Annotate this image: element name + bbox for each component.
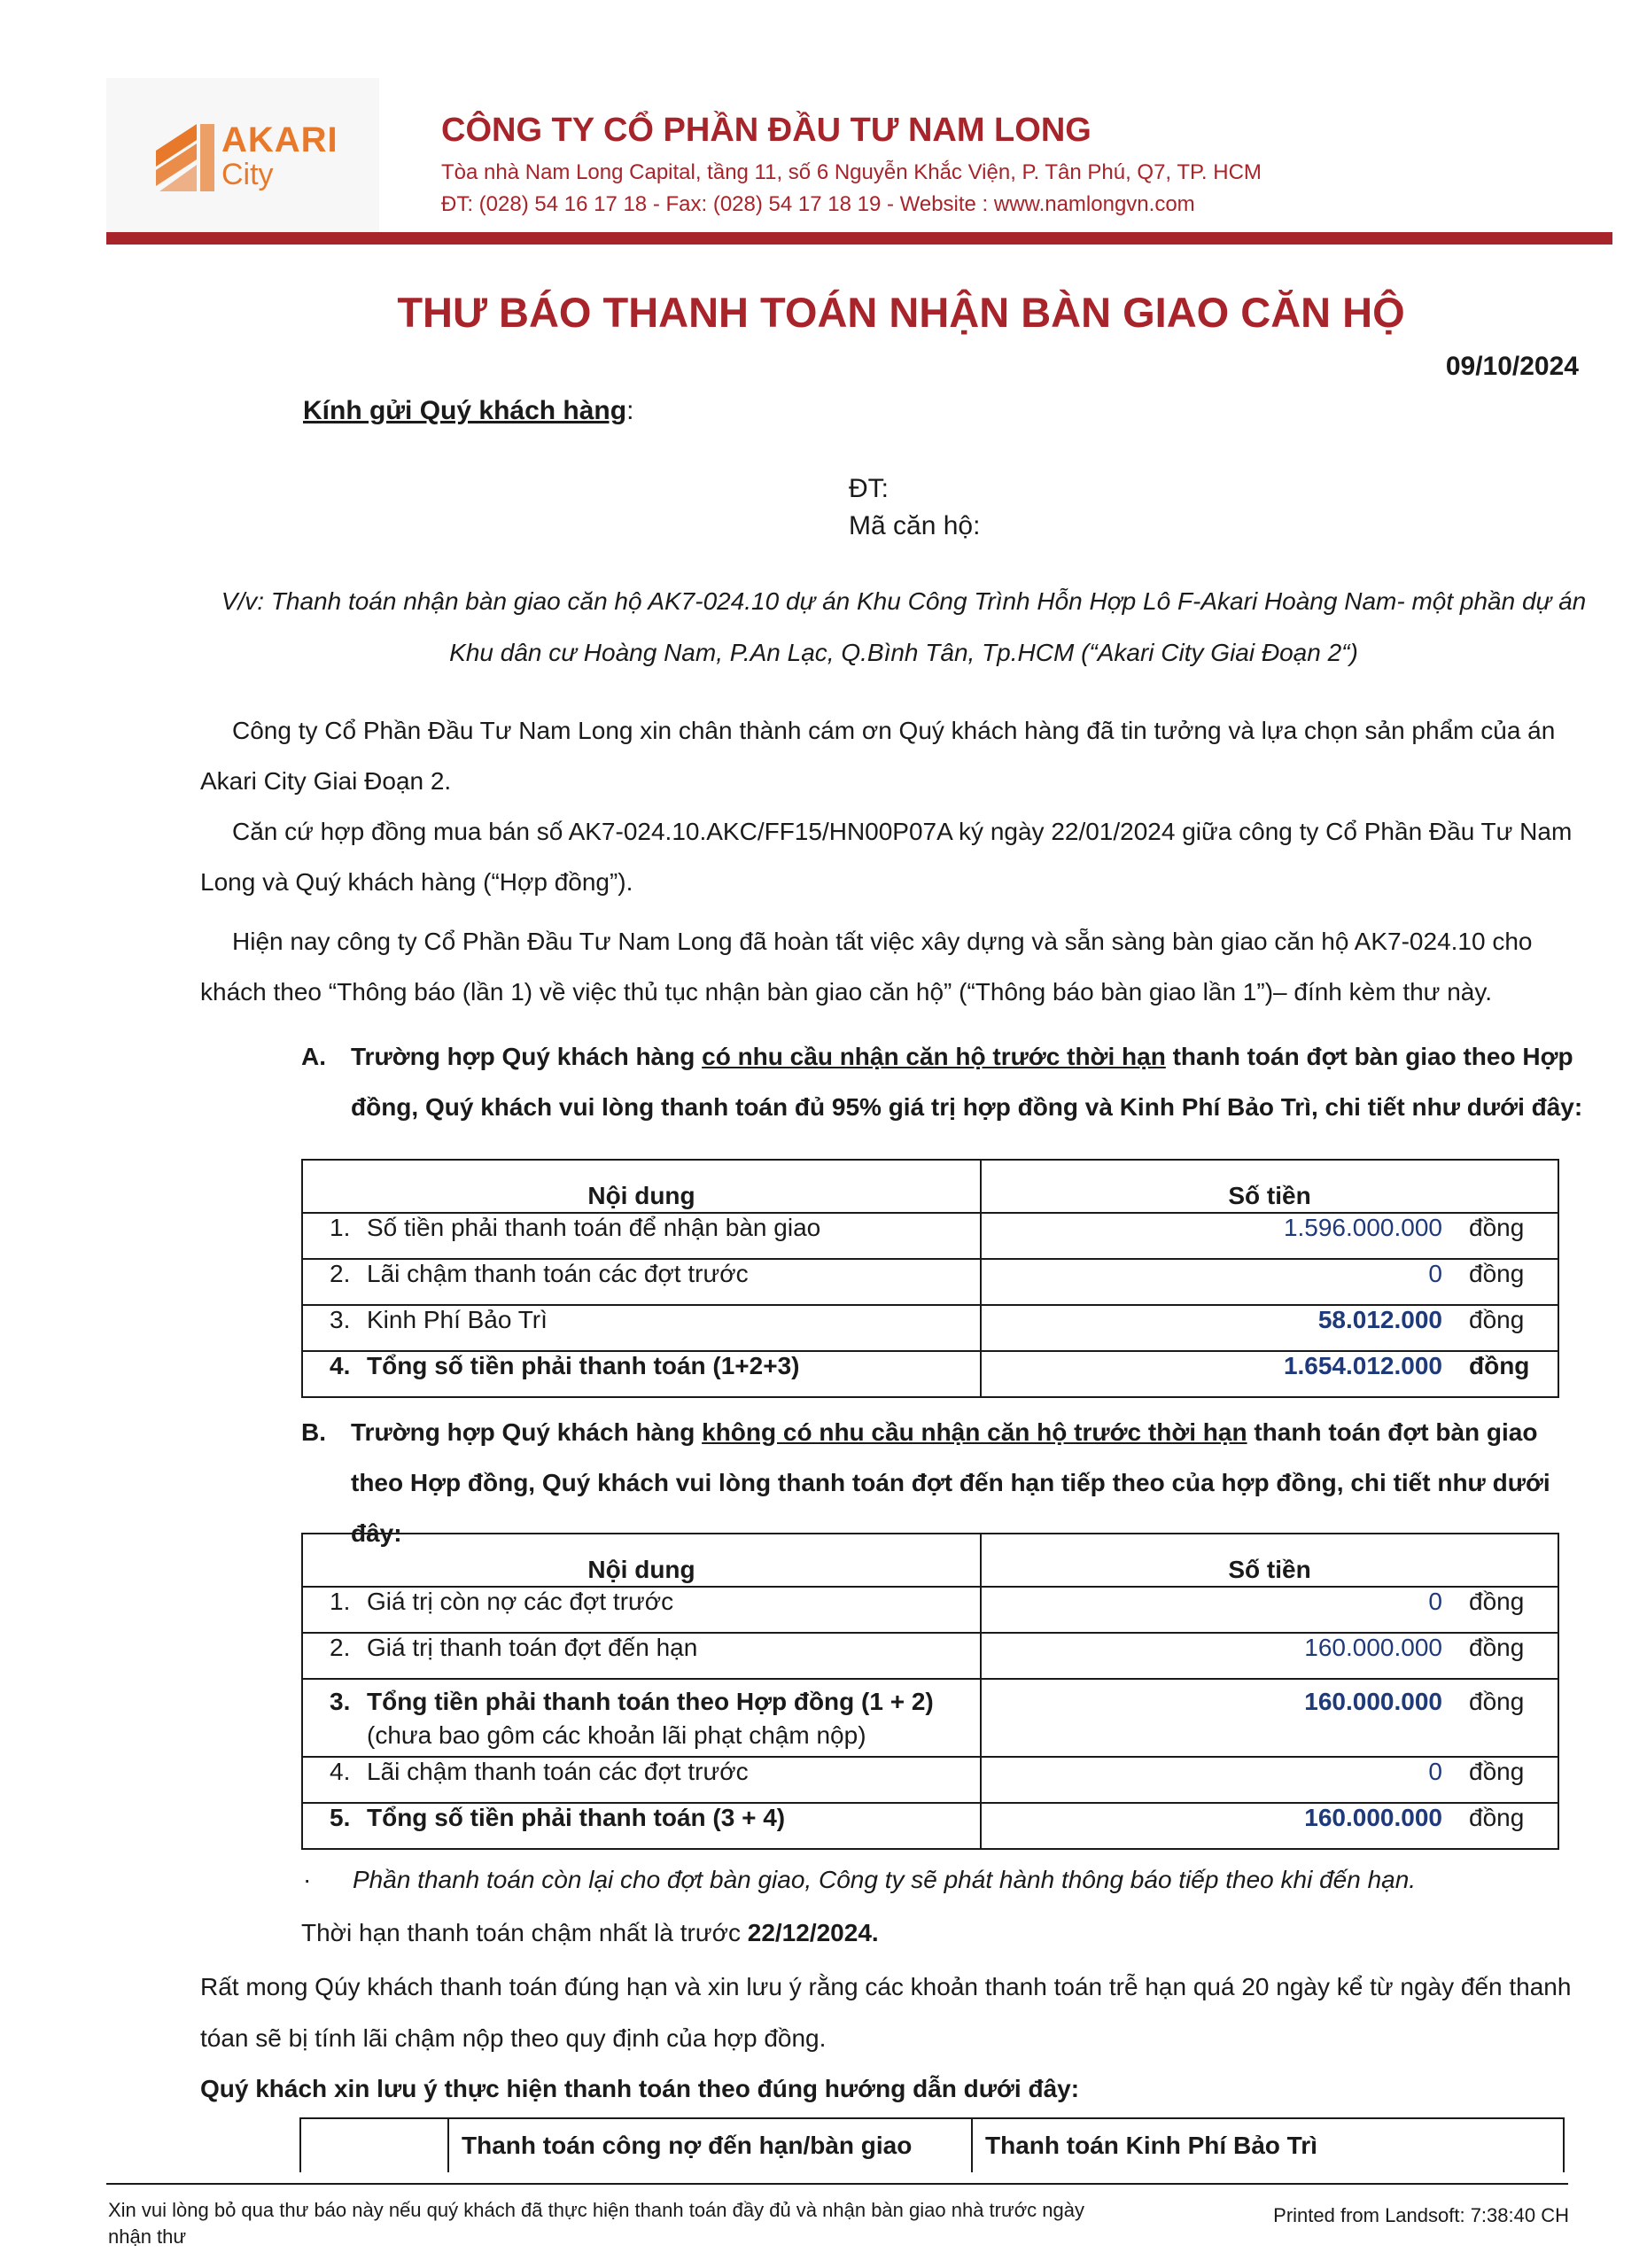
deadline-date: 22/12/2024. (747, 1919, 879, 1946)
payment-guide-table (299, 2117, 1565, 2172)
row-amount: 58.012.000 (1317, 1306, 1442, 1333)
row-number: 5. (330, 1804, 351, 1831)
row-text: Giá trị thanh toán đợt đến hạn (367, 1634, 698, 1661)
row-number: 4. (330, 1352, 351, 1379)
row-text: Số tiền phải thanh toán để nhận bàn giao (367, 1214, 821, 1241)
guide-column-blank (300, 2118, 448, 2172)
paragraph-text: Công ty Cổ Phần Đầu Tư Nam Long xin chân thành cám ơn Quý khách hàng đã tin tưởng và lựa chọn sản phẩm của án Akari City Giai Đoạn 2. (200, 717, 1556, 795)
row-number: 3. (330, 1688, 351, 1715)
payment-guide-heading: Quý khách xin lưu ý thực hiện thanh toán theo đúng hướng dẫn dưới đây: (200, 2075, 1080, 2102)
row-number: 1. (330, 1588, 351, 1615)
row-text: Lãi chậm thanh toán các đợt trước (367, 1758, 749, 1785)
row-number: 4. (330, 1758, 351, 1785)
payment-table-a (301, 1159, 1559, 1398)
table-row (302, 1305, 1558, 1351)
row-amount: 0 (1428, 1758, 1442, 1785)
paragraph-text: Hiện nay công ty Cổ Phần Đầu Tư Nam Long đã hoàn tất việc xây dựng và sẵn sàng bàn giao căn hộ AK7-024.10 cho khách theo “Thông báo (lần 1) về việc thủ tục nhận bàn giao căn hộ” (“Thông báo bàn giao lần 1”)– đính kèm thư này. (200, 928, 1533, 1006)
case-b-text: Trường hợp Quý khách hàng (351, 1418, 703, 1446)
table-header-row (300, 2118, 1564, 2172)
greeting (303, 395, 633, 427)
subject-line: V/v: Thanh toán nhận bàn giao căn hộ AK7-024.10 dự án Khu Công Trình Hỗn Hợp Lô F-Akari Hoàng Nam- một phần dự án Khu dân cư Hoàng Nam, P.An Lạc, Q.Bình Tân, Tp.HCM (“Akari City Giai Đoạn 2“) (221, 587, 1587, 666)
column-header-amount: Số tiền (981, 1534, 1558, 1587)
late-payment-reminder: Rất mong Qúy khách thanh toán đúng hạn và xin lưu ý rằng các khoản thanh toán trễ hạn quá 20 ngày kể từ ngày đến thanh tóan sẽ bị tính lãi chậm nộp theo quy định của hợp đồng. (200, 1973, 1572, 2052)
footer-disclaimer: Xin vui lòng bỏ qua thư báo này nếu quý khách đã thực hiện thanh toán đầy đủ và nhận bàn giao nhà trước ngày nhận thư (108, 2199, 1084, 2248)
row-unit: đồng (1469, 1214, 1525, 1241)
case-b-underlined: không có nhu cầu nhận căn hộ trước thời hạn (702, 1418, 1247, 1446)
row-unit: đồng (1469, 1758, 1525, 1785)
footer-print-stamp: Printed from Landsoft: 7:38:40 CH (1273, 2204, 1569, 2226)
paragraph-contract (200, 806, 1591, 907)
row-text: Tổng số tiền phải thanh toán (1+2+3) (367, 1352, 800, 1379)
paragraph-handover (200, 916, 1591, 1017)
table-header-row (302, 1160, 1558, 1213)
recipient-unit-label: Mã căn hộ: (849, 511, 981, 540)
table-header-row (302, 1534, 1558, 1587)
deadline-text: Thời hạn thanh toán chậm nhất là trước (301, 1919, 748, 1946)
table-row (302, 1679, 1558, 1757)
row-text: Tổng số tiền phải thanh toán (3 + 4) (367, 1804, 786, 1831)
table-row-total (302, 1803, 1558, 1849)
table-row (302, 1259, 1558, 1305)
table-row-total (302, 1351, 1558, 1397)
row-unit: đồng (1469, 1688, 1525, 1715)
row-number: 3. (330, 1306, 351, 1333)
logo-wordmark-city: City (221, 158, 274, 191)
row-unit: đồng (1469, 1634, 1525, 1661)
footer-divider (106, 2183, 1568, 2185)
payment-table-b (301, 1533, 1559, 1850)
table-row (302, 1213, 1558, 1259)
guide-column-maintenance: Thanh toán Kinh Phí Bảo Trì (972, 2118, 1564, 2172)
row-number: 2. (330, 1260, 351, 1287)
greeting-text: Kính gửi Quý khách hàng (303, 396, 627, 425)
greeting-colon: : (626, 396, 634, 425)
row-text: Giá trị còn nợ các đợt trước (367, 1588, 674, 1615)
payment-deadline (301, 1917, 879, 1949)
row-number: 2. (330, 1634, 351, 1661)
table-row (302, 1587, 1558, 1633)
row-unit: đồng (1469, 1352, 1530, 1379)
row-number: 1. (330, 1214, 351, 1241)
company-address: Tòa nhà Nam Long Capital, tầng 11, số 6 Nguyễn Khắc Viện, P. Tân Phú, Q7, TP. HCM (441, 160, 1262, 184)
row-text: Lãi chậm thanh toán các đợt trước (367, 1260, 749, 1287)
row-text: Tổng tiền phải thanh toán theo Hợp đồng (1 + 2) (367, 1688, 934, 1715)
case-a-marker: A. (301, 1043, 326, 1070)
case-a-text: Trường hợp Quý khách hàng (351, 1043, 703, 1070)
row-unit: đồng (1469, 1804, 1525, 1831)
case-a-body (351, 1031, 1595, 1132)
row-amount: 0 (1428, 1260, 1442, 1287)
note-text: Phần thanh toán còn lại cho đợt bàn giao, Công ty sẽ phát hành thông báo tiếp theo khi đến hạn. (353, 1866, 1417, 1893)
row-unit: đồng (1469, 1260, 1525, 1287)
paragraph-thanks (200, 705, 1591, 806)
case-b-text-rest: thanh toán đợt bàn giao theo Hợp đồng, Quý khách vui lòng thanh toán đợt đến hạn tiếp theo của hợp đồng, chi tiết như dưới đây: (351, 1418, 1550, 1547)
column-header-content: Nội dung (302, 1160, 981, 1213)
paragraph-text: Căn cứ hợp đồng mua bán số AK7-024.10.AKC/FF15/HN00P07A ký ngày 22/01/2024 giữa công ty Cổ Phần Đầu Tư Nam Long và Quý khách hàng (“Hợp đồng”). (200, 818, 1573, 896)
akari-logo-icon (156, 124, 214, 191)
case-a-underlined: có nhu cầu nhận căn hộ trước thời hạn (702, 1043, 1166, 1070)
table-row (302, 1757, 1558, 1803)
column-header-content: Nội dung (302, 1534, 981, 1587)
recipient-phone-label: ĐT: (849, 474, 889, 503)
case-a (301, 1031, 1595, 1132)
note-bullet: · (303, 1866, 312, 1893)
case-a-text-rest: thanh toán đợt bàn giao theo Hợp đồng, Quý khách vui lòng thanh toán đủ 95% giá trị hợp đồng và Kinh Phí Bảo Trì, chi tiết như dưới đây: (351, 1043, 1583, 1121)
logo-wordmark-akari: AKARI (221, 120, 338, 159)
row-amount: 1.596.000.000 (1283, 1214, 1442, 1241)
row-unit: đồng (1469, 1588, 1525, 1615)
row-amount: 160.000.000 (1304, 1804, 1442, 1831)
company-name: CÔNG TY CỔ PHẦN ĐẦU TƯ NAM LONG (441, 112, 1092, 149)
row-amount: 160.000.000 (1304, 1688, 1442, 1715)
row-amount: 0 (1428, 1588, 1442, 1615)
guide-column-debt: Thanh toán công nợ đến hạn/bàn giao (448, 2118, 972, 2172)
case-b-marker: B. (301, 1418, 326, 1446)
column-header-amount: Số tiền (981, 1160, 1558, 1213)
row-text: Kinh Phí Bảo Trì (367, 1306, 548, 1333)
table-row (302, 1633, 1558, 1679)
document-date: 09/10/2024 (1445, 352, 1579, 381)
company-contact: ĐT: (028) 54 16 17 18 - Fax: (028) 54 17 18 19 - Website : www.namlongvn.com (441, 192, 1195, 216)
row-amount: 160.000.000 (1304, 1634, 1442, 1661)
header-divider (106, 232, 1612, 245)
document-title: THƯ BÁO THANH TOÁN NHẬN BÀN GIAO CĂN HỘ (397, 289, 1405, 336)
row-unit: đồng (1469, 1306, 1525, 1333)
row-amount: 1.654.012.000 (1283, 1352, 1442, 1379)
row-subtext: (chưa bao gôm các khoản lãi phạt chậm nộp) (367, 1721, 866, 1749)
